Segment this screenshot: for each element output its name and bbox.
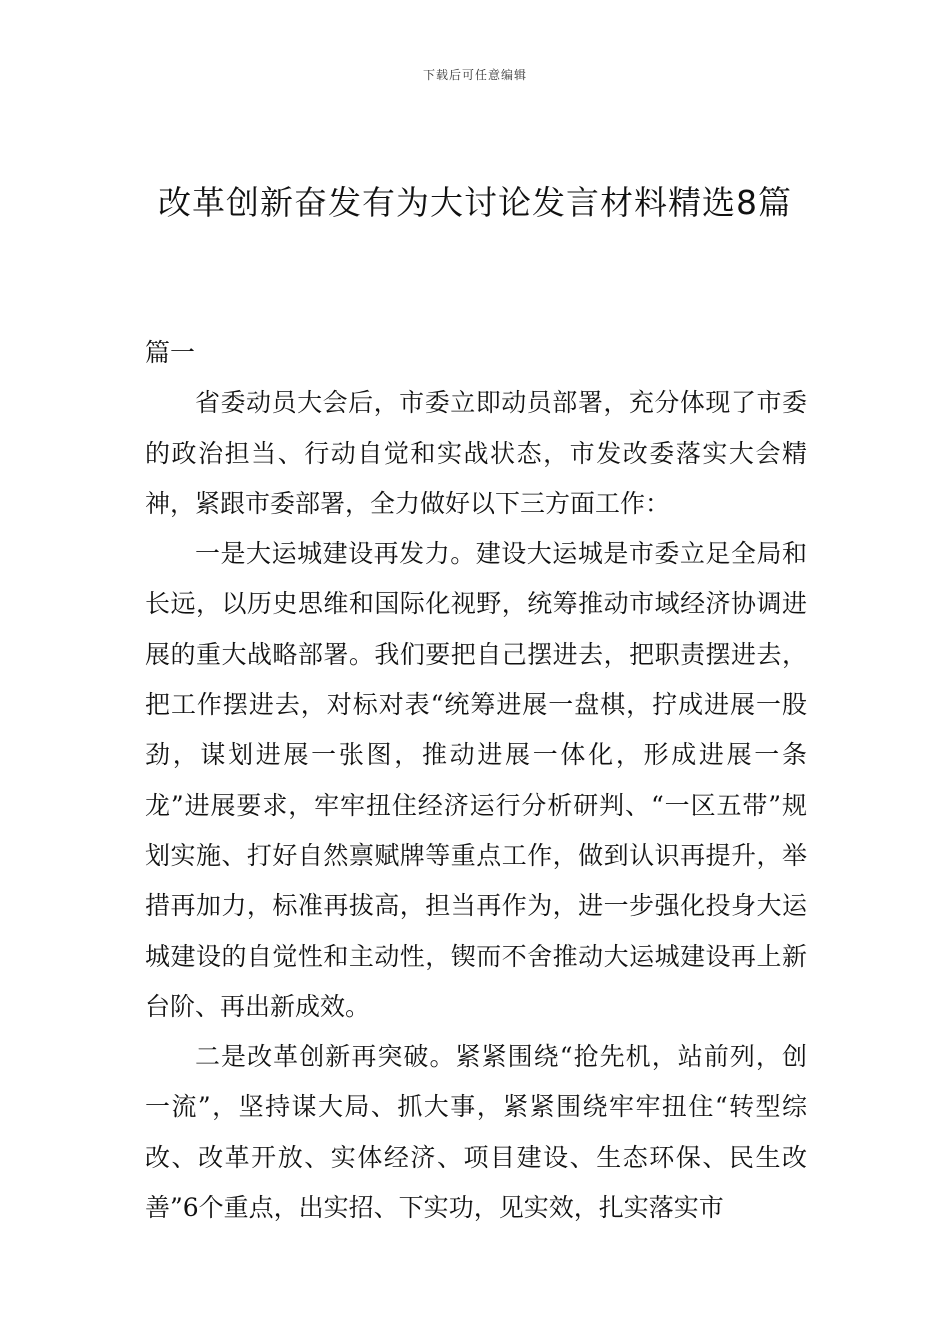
document-body xyxy=(145,328,807,1233)
header-note: 下载后可任意编辑 xyxy=(422,68,527,82)
document-title: 改革创新奋发有为大讨论发言材料精选8篇 xyxy=(158,183,792,222)
paragraph-point-two: 二是改革创新再突破。紧紧围绕“抢先机，站前列，创一流”，坚持谋大局、抓大事，紧紧围绕牢牢扭住“转型综改、改革开放、实体经济、项目建设、生态环保、民生改善”6个重点，出实招、下实功，见实效，扎实落实市 xyxy=(145,1042,807,1223)
paragraph-intro: 省委动员大会后，市委立即动员部署，充分体现了市委的政治担当、行动自觉和实战状态，市发改委落实大会精神，紧跟市委部署，全力做好以下三方面工作： xyxy=(145,388,807,518)
paragraph-point-one: 一是大运城建设再发力。建设大运城是市委立足全局和长远，以历史思维和国际化视野，统筹推动市域经济协调进展的重大战略部署。我们要把自己摆进去，把职责摆进去，把工作摆进去，对标对表“统筹进展一盘棋，拧成进展一股劲，谋划进展一张图，推动进展一体化，形成进展一条龙”进展要求，牢牢扭住经济运行分析研判、“一区五带”规划实施、打好自然禀赋牌等重点工作，做到认识再提升，举措再加力，标准再拔高，担当再作为，进一步强化投身大运城建设的自觉性和主动性，锲而不舍推动大运城建设再上新台阶、再出新成效。 xyxy=(145,539,807,1021)
section-title: 篇一 xyxy=(145,338,196,367)
